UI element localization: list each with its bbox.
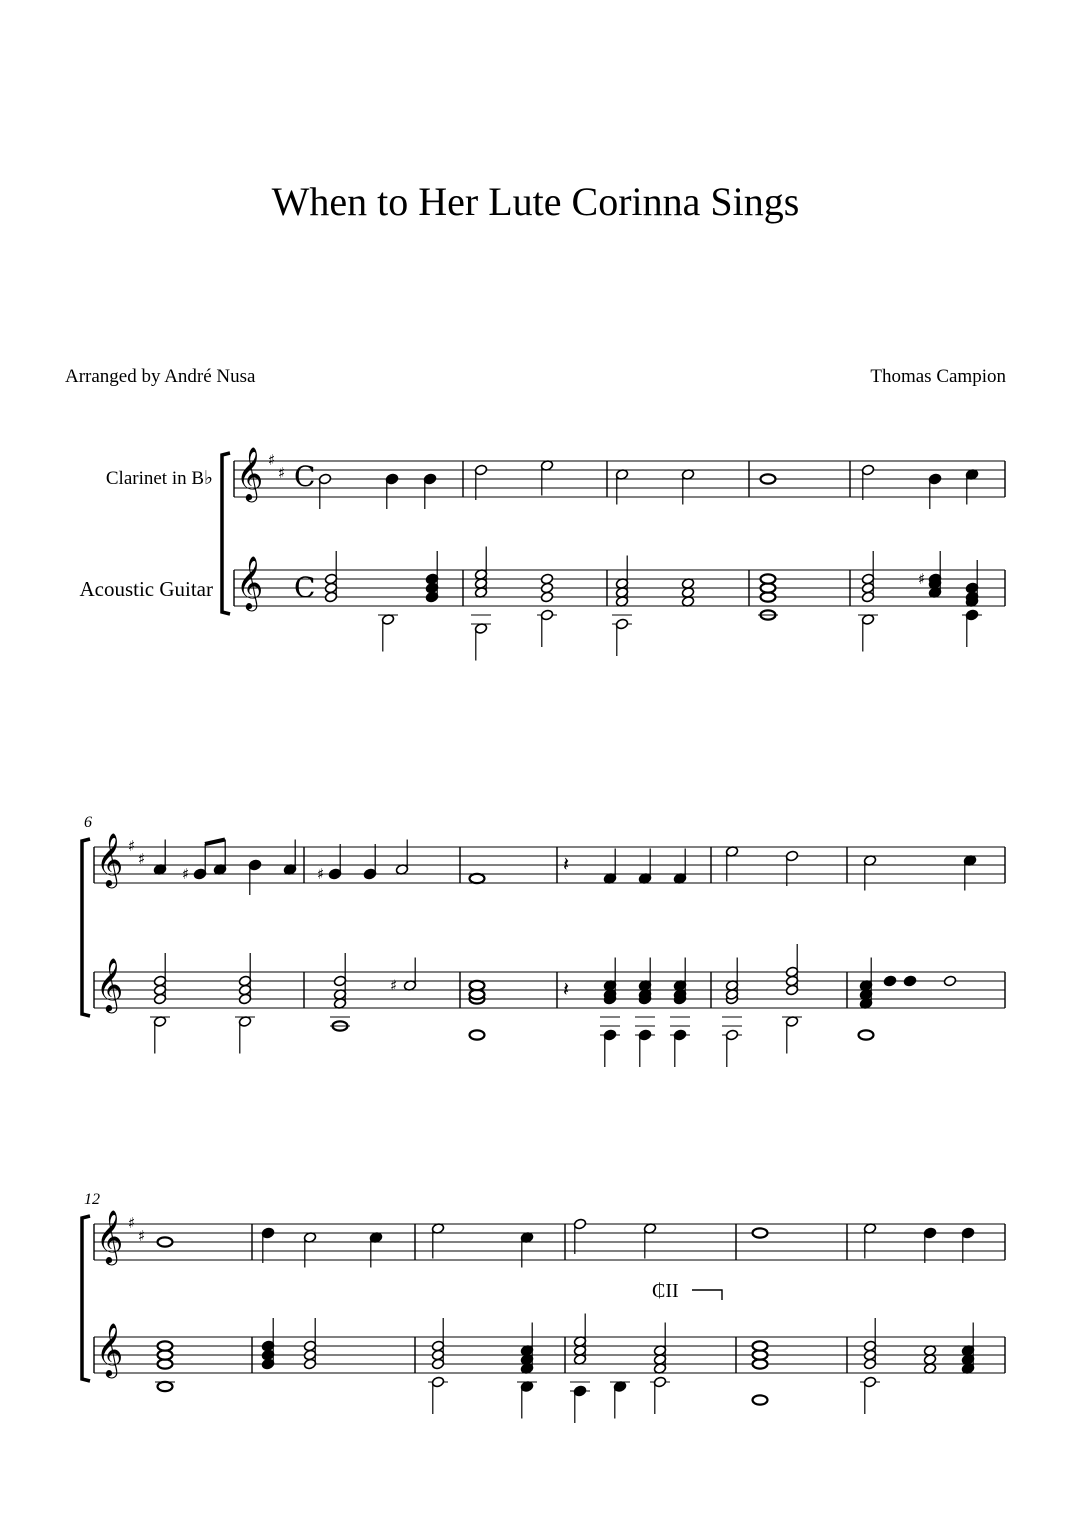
guitar-bass-whole [859, 1030, 874, 1039]
system-bracket [222, 453, 230, 614]
barre-bracket [692, 1290, 722, 1300]
guitar-bass-whole [158, 1382, 173, 1391]
quarter-rest: 𝄽 [563, 852, 570, 876]
key-sharp-f: ♯ [268, 451, 276, 469]
clarinet-treble-clef: 𝄞 [236, 446, 264, 500]
measure-number: 6 [84, 814, 92, 831]
guitar-whole-chord [753, 1350, 768, 1359]
composer-credit: Thomas Campion [870, 366, 1006, 387]
guitar-chord-note [540, 573, 553, 585]
key-sharp-f: ♯ [128, 837, 136, 855]
guitar-whole-chord [761, 583, 776, 592]
guitar-whole-chord [470, 990, 485, 999]
notehead [903, 975, 916, 987]
key-sharp-f: ♯ [128, 1214, 136, 1232]
system-bracket [82, 1216, 90, 1381]
key-sharp-c: ♯ [138, 850, 146, 868]
guitar-whole-chord [761, 592, 776, 601]
sharp-accidental: ♯ [182, 865, 190, 883]
guitar-treble-clef: 𝄞 [96, 1322, 124, 1376]
clarinet-treble-clef: 𝄞 [96, 832, 124, 886]
guitar-bass-whole [470, 1030, 485, 1039]
sharp-accidental: ♯ [390, 976, 398, 995]
beam [205, 840, 225, 845]
guitar-treble-clef: 𝄞 [96, 957, 124, 1011]
sharp-accidental: ♯ [317, 865, 325, 883]
guitar-whole-chord [753, 1359, 768, 1368]
clarinet-note [158, 1237, 173, 1246]
guitar-label: Acoustic Guitar [79, 577, 213, 601]
guitar-whole-chord [158, 1359, 173, 1368]
measure-number: 12 [84, 1191, 100, 1208]
guitar-bass-whole [753, 1395, 768, 1404]
sharp-accidental: ♯ [918, 570, 926, 588]
key-sharp-c: ♯ [278, 464, 286, 482]
system-bracket [82, 839, 90, 1016]
guitar-whole-chord [761, 574, 776, 583]
guitar-whole-chord [753, 1341, 768, 1350]
clarinet-note [470, 874, 485, 883]
guitar-treble-clef: 𝄞 [236, 555, 264, 609]
notehead [943, 975, 956, 987]
key-sharp-c: ♯ [138, 1227, 146, 1245]
clarinet-treble-clef: 𝄞 [96, 1209, 124, 1263]
notehead [883, 975, 896, 987]
barre-marking: ₵II [652, 1280, 679, 1302]
clarinet-note [753, 1228, 768, 1237]
clarinet-label: Clarinet in B♭ [105, 468, 213, 489]
arranger-credit: Arranged by André Nusa [65, 366, 256, 387]
time-signature-common: C [294, 460, 316, 493]
guitar-whole-chord [158, 1350, 173, 1359]
guitar-whole-chord [470, 981, 485, 990]
quarter-rest: 𝄽 [563, 977, 570, 1001]
score-title: When to Her Lute Corinna Sings [271, 179, 800, 224]
clarinet-note [761, 474, 776, 483]
time-signature-common: C [294, 571, 316, 604]
guitar-whole-chord [158, 1341, 173, 1350]
